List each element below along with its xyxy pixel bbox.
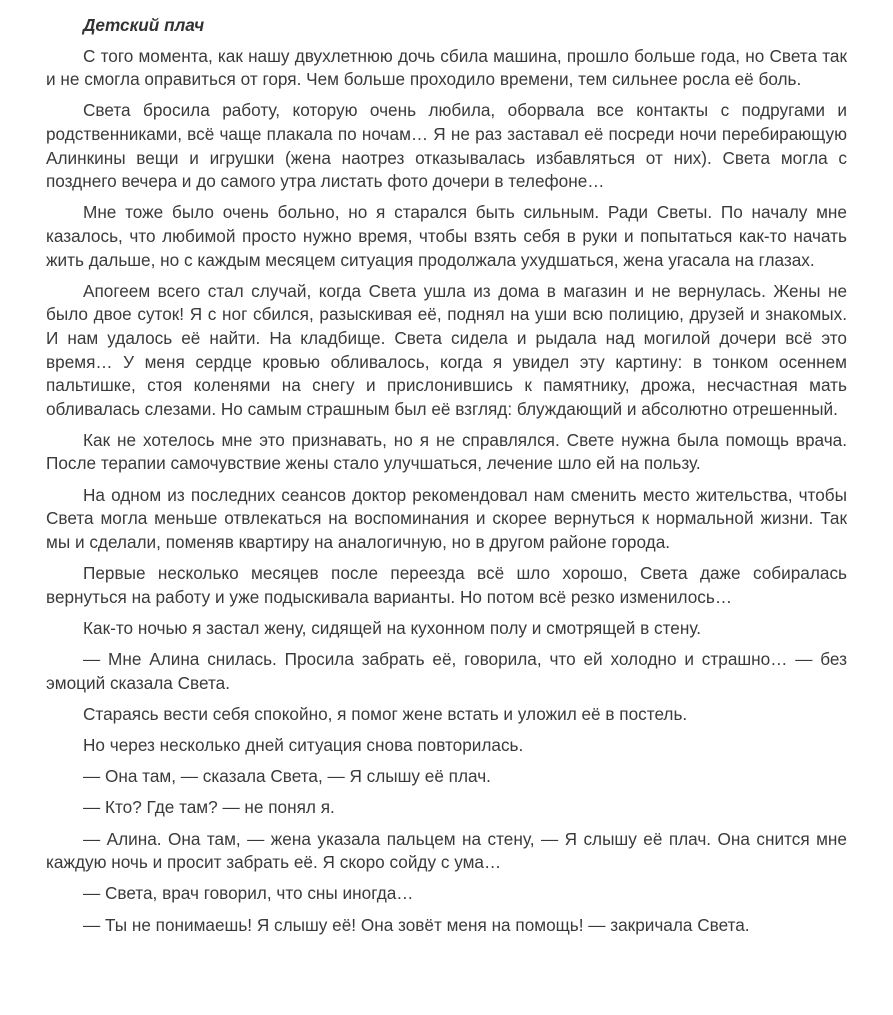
- paragraph: Апогеем всего стал случай, когда Света ушла из дома в магазин и не вернулась. Жены не было двое суток! Я с ног сбился, разыскивая её, поднял на уши всю полицию, друзей и знакомых. И нам удалось её найти. На кладбище. Света сидела и рыдала над могилой дочери всё это время… У меня сердце кровью обливалось, когда я увидел эту картину: в тонком осеннем пальтишке, стоя коленями на снегу и прислонившись к памятнику, дрожа, несчастная мать обливалась слезами. Но самым страшным был её взгляд: блуждающий и абсолютно отрешенный.: [46, 280, 847, 419]
- dialogue-line: — Ты не понимаешь! Я слышу её! Она зовёт меня на помощь! — закричала Света.: [83, 914, 750, 935]
- dialogue-line: — Алина. Она там, — жена указала пальцем на стену, — Я слышу её плач. Она снится мне каждую ночь и просит забрать её. Я скоро сойду с ума…: [46, 828, 847, 873]
- dialogue-line: — Она там, — сказала Света, — Я слышу её плач.: [83, 766, 491, 787]
- dialogue-line: — Мне Алина снилась. Просила забрать её, говорила, что ей холодно и страшно… — без эмоций сказала Света.: [46, 649, 847, 693]
- dialogue-line: — Света, врач говорил, что сны иногда…: [83, 883, 414, 904]
- paragraph: Но через несколько дней ситуация снова повторилась.: [83, 734, 524, 755]
- dialogue-line: — Кто? Где там? — не понял я.: [83, 797, 335, 818]
- paragraph: Света бросила работу, которую очень любила, оборвала все контакты с подругами и родственниками, всё чаще плакала по ночам… Я не раз заставал её посреди ночи перебирающую Алинкины вещи и игрушки (жена наотрез отказывалась избавляться от них). Света могла с позднего вечера и до самого утра листать фото дочери в телефоне…: [46, 100, 847, 192]
- paragraph: Как не хотелось мне это признавать, но я не справлялся. Свете нужна была помощь врача. После терапии самочувствие жены стало улучшаться, лечение шло ей на пользу.: [46, 429, 847, 474]
- paragraph: На одном из последних сеансов доктор рекомендовал нам сменить место жительства, чтобы Света могла меньше отвлекаться на воспоминания и скорее вернуться к нормальной жизни. Так мы и сделали, поменяв квартиру на аналогичную, но в другом районе города.: [46, 484, 847, 552]
- paragraph: Первые несколько месяцев после переезда всё шло хорошо, Света даже собиралась вернуться на работу и уже подыскивала варианты. Но потом всё резко изменилось…: [46, 563, 847, 607]
- article-title: Детский плач: [83, 15, 205, 35]
- paragraph: С того момента, как нашу двухлетнюю дочь сбила машина, прошло больше года, но Света так и не смогла оправиться от горя. Чем больше проходило времени, тем сильнее росла её боль.: [46, 45, 847, 90]
- paragraph: Мне тоже было очень больно, но я старался быть сильным. Ради Светы. По началу мне казалось, что любимой просто нужно время, чтобы взять себя в руки и попытаться как-то начать жить дальше, но с каждым месяцем ситуация продолжала ухудшаться, жена угасала на глазах.: [46, 202, 847, 270]
- article: [46, 14, 847, 945]
- paragraph: Стараясь вести себя спокойно, я помог жене встать и уложил её в постель.: [83, 703, 688, 724]
- paragraph: Как-то ночью я застал жену, сидящей на кухонном полу и смотрящей в стену.: [83, 617, 701, 638]
